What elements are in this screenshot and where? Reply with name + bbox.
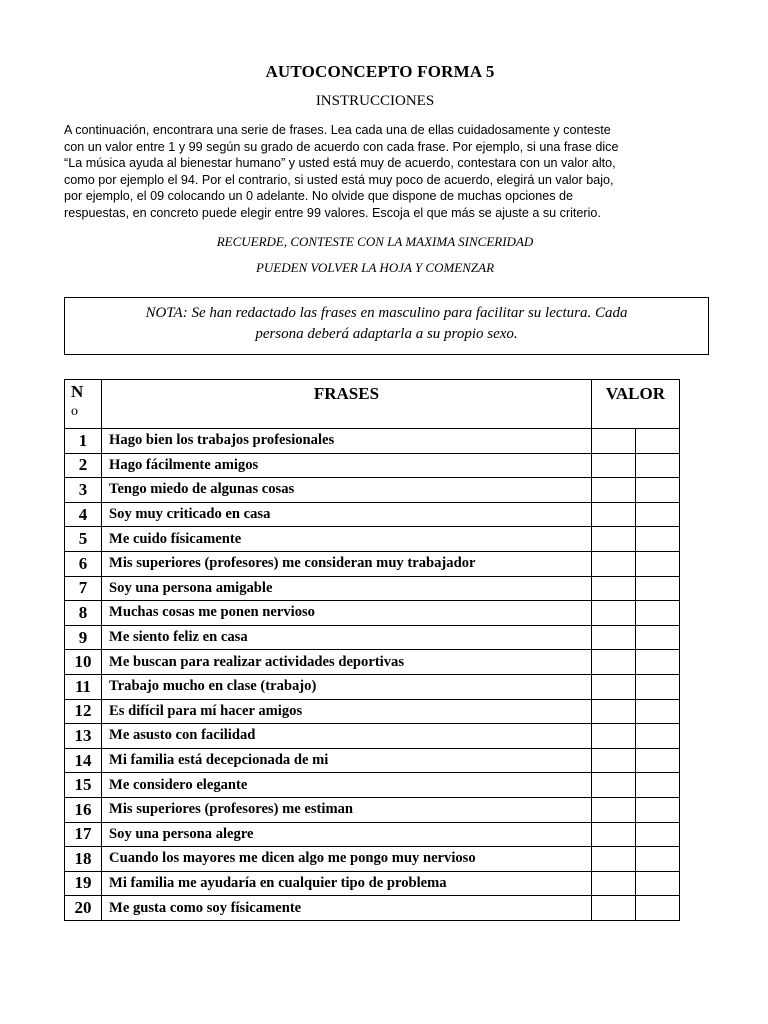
row-number: 14 [65,748,102,773]
table-row [65,502,680,527]
row-phrase: Hago bien los trabajos profesionales [102,429,592,454]
instructions-line: “La música ayuda al bienestar humano” y usted está muy de acuerdo, contestara con un valor alto, [64,156,616,171]
value-cell-tens[interactable] [591,601,635,626]
row-number: 8 [65,601,102,626]
row-number: 12 [65,699,102,724]
row-phrase: Me siento feliz en casa [102,625,592,650]
row-phrase: Me gusta como soy físicamente [102,896,592,921]
value-cell-units[interactable] [635,797,679,822]
value-cell-tens[interactable] [591,674,635,699]
row-number: 16 [65,797,102,822]
value-cell-units[interactable] [635,650,679,675]
value-cell-units[interactable] [635,601,679,626]
table-row [65,527,680,552]
table-row [65,429,680,454]
note-line: NOTA: Se han redactado las frases en masculino para facilitar su lectura. Cada [145,305,628,321]
table-row [65,674,680,699]
row-number: 18 [65,847,102,872]
table-row [65,650,680,675]
value-cell-tens[interactable] [591,625,635,650]
instructions-paragraph [64,122,704,222]
value-cell-tens[interactable] [591,724,635,749]
row-phrase: Soy una persona amigable [102,576,592,601]
table-row [65,453,680,478]
table-row [65,773,680,798]
table-row [65,797,680,822]
value-cell-units[interactable] [635,748,679,773]
row-phrase: Tengo miedo de algunas cosas [102,478,592,503]
table-row [65,896,680,921]
value-cell-tens[interactable] [591,699,635,724]
row-phrase: Soy una persona alegre [102,822,592,847]
value-cell-tens[interactable] [591,822,635,847]
row-number: 20 [65,896,102,921]
table-row [65,724,680,749]
row-phrase: Trabajo mucho en clase (trabajo) [102,674,592,699]
value-cell-units[interactable] [635,773,679,798]
row-number: 19 [65,871,102,896]
value-cell-units[interactable] [635,724,679,749]
restart-text: PUEDEN VOLVER LA HOJA Y COMENZAR [255,260,495,275]
page-title: AUTOCONCEPTO FORMA 5 [265,62,495,81]
value-cell-units[interactable] [635,551,679,576]
value-cell-tens[interactable] [591,773,635,798]
row-phrase: Me cuido físicamente [102,527,592,552]
instructions-line: respuestas, en concreto puede elegir entre 99 valores. Escoja el que más se ajuste a su criterio. [64,205,601,220]
value-cell-units[interactable] [635,871,679,896]
value-cell-units[interactable] [635,429,679,454]
value-cell-units[interactable] [635,453,679,478]
value-cell-tens[interactable] [591,748,635,773]
value-cell-units[interactable] [635,674,679,699]
table-row [65,699,680,724]
value-cell-tens[interactable] [591,502,635,527]
value-cell-tens[interactable] [591,797,635,822]
row-phrase: Mi familia está decepcionada de mi [102,748,592,773]
row-number: 11 [65,674,102,699]
value-cell-units[interactable] [635,699,679,724]
column-header-number [65,380,102,429]
value-cell-tens[interactable] [591,478,635,503]
reminder-text: RECUERDE, CONTESTE CON LA MAXIMA SINCERIDAD [216,234,534,249]
section-subtitle: INSTRUCCIONES [315,93,435,109]
value-cell-tens[interactable] [591,847,635,872]
table-row [65,478,680,503]
row-phrase: Me asusto con facilidad [102,724,592,749]
row-number: 3 [65,478,102,503]
column-header-frases: FRASES [102,380,592,429]
row-phrase: Es difícil para mí hacer amigos [102,699,592,724]
row-phrase: Mi familia me ayudaría en cualquier tipo de problema [102,871,592,896]
row-phrase: Mis superiores (profesores) me estiman [102,797,592,822]
table-row [65,601,680,626]
row-phrase: Cuando los mayores me dicen algo me pongo muy nervioso [102,847,592,872]
value-cell-tens[interactable] [591,576,635,601]
note-box [64,297,709,355]
column-header-number-label: N [71,382,84,401]
value-cell-units[interactable] [635,478,679,503]
instructions-line: con un valor entre 1 y 99 según su grado de acuerdo con cada frase. Por ejemplo, si una frase dice [64,139,619,154]
row-phrase: Me buscan para realizar actividades deportivas [102,650,592,675]
table-row [65,748,680,773]
row-number: 5 [65,527,102,552]
value-cell-tens[interactable] [591,871,635,896]
value-cell-units[interactable] [635,896,679,921]
value-cell-tens[interactable] [591,896,635,921]
phrases-table [64,379,680,921]
value-cell-units[interactable] [635,625,679,650]
table-row [65,871,680,896]
instructions-line: como por ejemplo el 94. Por el contrario, si usted está muy poco de acuerdo, elegirá un valor bajo, [64,172,614,187]
note-line: persona deberá adaptarla a su propio sexo. [255,326,518,342]
value-cell-tens[interactable] [591,527,635,552]
instructions-line: A continuación, encontrara una serie de frases. Lea cada una de ellas cuidadosamente y conteste [64,123,611,137]
value-cell-tens[interactable] [591,453,635,478]
column-header-number-symbol: o [71,404,78,419]
row-phrase: Mis superiores (profesores) me consideran muy trabajador [102,551,592,576]
table-row [65,551,680,576]
value-cell-tens[interactable] [591,650,635,675]
column-header-valor: VALOR [591,380,679,429]
value-cell-units[interactable] [635,847,679,872]
value-cell-units[interactable] [635,822,679,847]
row-number: 4 [65,502,102,527]
row-number: 13 [65,724,102,749]
row-number: 10 [65,650,102,675]
row-number: 7 [65,576,102,601]
table-row [65,847,680,872]
row-phrase: Hago fácilmente amigos [102,453,592,478]
value-cell-units[interactable] [635,502,679,527]
row-number: 17 [65,822,102,847]
row-phrase: Muchas cosas me ponen nervioso [102,601,592,626]
table-header-row [65,380,680,429]
row-number: 1 [65,429,102,454]
row-number: 15 [65,773,102,798]
table-row [65,625,680,650]
row-number: 9 [65,625,102,650]
table-row [65,822,680,847]
instructions-line: por ejemplo, el 09 colocando un 0 adelante. No olvide que dispone de muchas opciones de [64,189,574,204]
row-phrase: Me considero elegante [102,773,592,798]
row-number: 2 [65,453,102,478]
row-number: 6 [65,551,102,576]
value-cell-tens[interactable] [591,551,635,576]
row-phrase: Soy muy criticado en casa [102,502,592,527]
value-cell-tens[interactable] [591,429,635,454]
table-row [65,576,680,601]
value-cell-units[interactable] [635,576,679,601]
value-cell-units[interactable] [635,527,679,552]
